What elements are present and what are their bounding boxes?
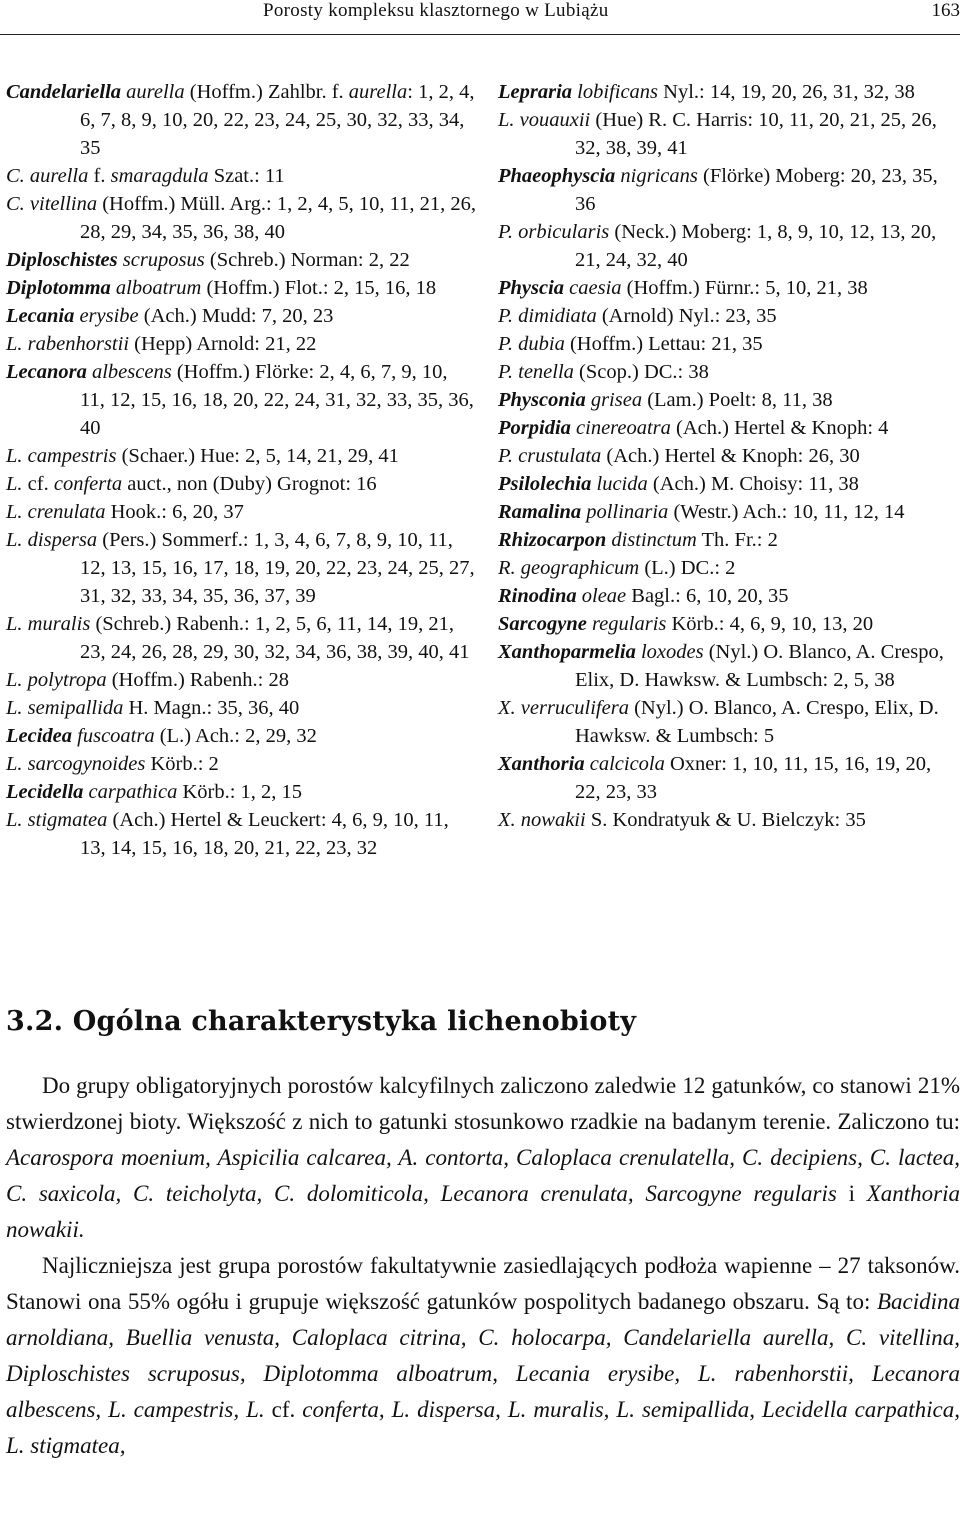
genus-name: Physcia xyxy=(498,277,565,299)
genus-name: Xanthoparmelia xyxy=(498,641,636,663)
species-entry xyxy=(498,274,960,302)
text-run: (Schaer.) Hue: 2, 5, 14, 21, 29, 41 xyxy=(116,445,399,467)
taxon-name: aurella xyxy=(126,81,185,103)
species-entry xyxy=(498,554,960,582)
text-run: cf. xyxy=(22,473,54,495)
taxon-name: albescens xyxy=(91,361,172,383)
genus-name: Lecidea xyxy=(6,725,73,747)
genus-name: Diploschistes xyxy=(6,249,118,271)
text-run: cf. xyxy=(264,1397,303,1422)
species-entry xyxy=(6,470,476,498)
species-entry xyxy=(498,694,960,750)
species-entry xyxy=(6,778,476,806)
taxon-name: L. xyxy=(6,473,23,495)
text-run: (Pers.) Sommerf.: 1, 3, 4, 6, 7, 8, 9, 10, 11, 12, 13, 15, 16, 17, 18, 19, 20, 22, 23, 24, 25, 27, 31, 32, 33, 34, 35, 36, 37, 39 xyxy=(80,529,475,607)
page-number: 163 xyxy=(931,0,960,21)
genus-name: Lepraria xyxy=(498,81,573,103)
taxon-name: conferta xyxy=(53,473,123,495)
genus-name: Diplotomma xyxy=(6,277,111,299)
text-run: (Hepp) Arnold: 21, 22 xyxy=(129,333,317,355)
taxon-name: distinctum xyxy=(611,529,697,551)
taxon-name: alboatrum xyxy=(115,277,202,299)
taxon-name: C. aurella xyxy=(6,165,89,187)
taxon-name: Acarospora moenium, Aspicilia calcarea, A. contorta, Caloplaca crenulatella, C. decipiens, C. lactea, C. saxicola, C. teicholyta, C. dolomiticola, Lecanora crenulata, Sarcogyne regularis xyxy=(6,1145,960,1206)
taxon-name: C. vitellina xyxy=(6,193,98,215)
species-entry xyxy=(498,358,960,386)
taxon-name: X. verruculifera xyxy=(498,697,629,719)
text-run: Körb.: 4, 6, 9, 10, 13, 20 xyxy=(666,613,874,635)
text-run: Körb.: 1, 2, 15 xyxy=(177,781,303,803)
taxon-name: P. dubia xyxy=(498,333,565,355)
taxon-name: nigricans xyxy=(620,165,698,187)
species-entry xyxy=(6,526,476,610)
genus-name: Lecidella xyxy=(6,781,84,803)
taxon-name: L. vouauxii xyxy=(498,109,591,131)
species-entry xyxy=(498,498,960,526)
text-run: (L.) DC.: 2 xyxy=(639,557,736,579)
text-run: (Hoffm.) Rabenh.: 28 xyxy=(106,669,289,691)
taxon-name: smaragdula xyxy=(110,165,209,187)
section-heading: 3.2. Ogólna charakterystyka lichenobioty xyxy=(6,1006,637,1037)
taxon-name: pollinaria xyxy=(586,501,669,523)
genus-name: Rinodina xyxy=(498,585,577,607)
genus-name: Candelariella xyxy=(6,81,122,103)
species-entry xyxy=(498,106,960,162)
species-entry xyxy=(6,610,476,666)
text-run: i xyxy=(836,1181,867,1206)
text-run: Szat.: 11 xyxy=(208,165,285,187)
genus-name: Ramalina xyxy=(498,501,582,523)
species-entry xyxy=(498,386,960,414)
taxon-name: regularis xyxy=(591,613,667,635)
species-entry xyxy=(6,190,476,246)
species-list-left xyxy=(6,78,476,862)
species-entry xyxy=(6,78,476,162)
species-entry xyxy=(6,750,476,778)
text-run: auct., non (Duby) Grognot: 16 xyxy=(122,473,377,495)
text-run: (Ach.) M. Choisy: 11, 38 xyxy=(647,473,859,495)
text-run: Oxner: 1, 10, 11, 15, 16, 19, 20, 22, 23, 33 xyxy=(575,753,932,803)
text-run: S. Kondratyuk & U. Bielczyk: 35 xyxy=(585,809,866,831)
species-entry xyxy=(6,442,476,470)
taxon-name: erysibe xyxy=(79,305,139,327)
genus-name: Lecanora xyxy=(6,361,87,383)
text-run: Th. Fr.: 2 xyxy=(696,529,778,551)
text-run: (Hoffm.) Lettau: 21, 35 xyxy=(564,333,763,355)
taxon-name: L. stigmatea xyxy=(6,809,108,831)
genus-name: Rhizocarpon xyxy=(498,529,607,551)
text-run: (Hoffm.) Flot.: 2, 15, 16, 18 xyxy=(201,277,437,299)
text-run: (Ach.) Hertel & Knoph: 4 xyxy=(670,417,889,439)
taxon-name: lobificans xyxy=(577,81,659,103)
genus-name: Psilolechia xyxy=(498,473,592,495)
taxon-name: P. crustulata xyxy=(498,445,602,467)
taxon-name: carpathica xyxy=(88,781,178,803)
text-run: H. Magn.: 35, 36, 40 xyxy=(123,697,300,719)
species-entry xyxy=(6,274,476,302)
species-entry xyxy=(6,246,476,274)
genus-name: Xanthoria xyxy=(498,753,585,775)
species-entry xyxy=(498,442,960,470)
text-run: (Ach.) Hertel & Knoph: 26, 30 xyxy=(601,445,860,467)
species-entry xyxy=(498,638,960,694)
taxon-name: L. dispersa xyxy=(6,529,98,551)
text-run: (Neck.) Moberg: 1, 8, 9, 10, 12, 13, 20, 21, 24, 32, 40 xyxy=(575,221,937,271)
genus-name: Phaeophyscia xyxy=(498,165,616,187)
text-run: (Arnold) Nyl.: 23, 35 xyxy=(596,305,777,327)
text-run: (Nyl.) O. Blanco, A. Crespo, Elix, D. Hawksw. & Lumbsch: 5 xyxy=(575,697,939,747)
taxon-name: aurella xyxy=(348,81,408,103)
genus-name: Lecania xyxy=(6,305,75,327)
header-rule xyxy=(0,34,960,35)
taxon-name: cinereoatra xyxy=(576,417,671,439)
running-head xyxy=(0,0,960,30)
taxon-name: X. nowakii xyxy=(498,809,586,831)
text-run: Nyl.: 14, 19, 20, 26, 31, 32, 38 xyxy=(658,81,915,103)
text-run: (Hoffm.) Müll. Arg.: 1, 2, 4, 5, 10, 11, 21, 26, 28, 29, 34, 35, 36, 38, 40 xyxy=(80,193,476,243)
text-run: (Schreb.) Rabenh.: 1, 2, 5, 6, 11, 14, 19, 21, 23, 24, 26, 28, 29, 30, 32, 34, 36, 38, 39, 40, 41 xyxy=(80,613,470,663)
genus-name: Physconia xyxy=(498,389,586,411)
taxon-name: L. muralis xyxy=(6,613,91,635)
text-run: Hook.: 6, 20, 37 xyxy=(105,501,244,523)
taxon-name: L. sarcogynoides xyxy=(6,753,146,775)
species-entry xyxy=(498,806,960,834)
body-text xyxy=(6,1068,960,1464)
paragraph xyxy=(6,1248,960,1464)
paragraph xyxy=(6,1068,960,1248)
taxon-name: grisea xyxy=(590,389,643,411)
species-entry xyxy=(498,526,960,554)
species-entry xyxy=(498,610,960,638)
species-entry xyxy=(498,162,960,218)
species-entry xyxy=(6,358,476,442)
taxon-name: oleae xyxy=(581,585,627,607)
taxon-name: P. dimidiata xyxy=(498,305,597,327)
species-entry xyxy=(6,330,476,358)
text-run: Najliczniejsza jest grupa porostów fakultatywnie zasiedlających podłoża wapienne – 27 taksonów. Stanowi ona 55% ogółu i grupuje większość gatunków pospolitych badanego obszaru. Są to: xyxy=(6,1253,960,1314)
taxon-name: R. geographicum xyxy=(498,557,640,579)
text-run: f. xyxy=(88,165,111,187)
species-entry xyxy=(498,414,960,442)
species-entry xyxy=(6,302,476,330)
genus-name: Porpidia xyxy=(498,417,571,439)
species-entry xyxy=(6,694,476,722)
taxon-name: L. rabenhorstii xyxy=(6,333,130,355)
taxon-name: P. tenella xyxy=(498,361,574,383)
species-entry xyxy=(498,78,960,106)
taxon-name: L. semipallida xyxy=(6,697,124,719)
text-run: (Ach.) Mudd: 7, 20, 23 xyxy=(138,305,334,327)
species-list-right xyxy=(498,78,960,834)
species-entry xyxy=(498,582,960,610)
genus-name: Sarcogyne xyxy=(498,613,587,635)
text-run: Do grupy obligatoryjnych porostów kalcyfilnych zaliczono zaledwie 12 gatunków, co stanowi 21% stwierdzonej bioty. Większość z nich to gatunki stosunkowo rzadkie na badanym terenie. Zaliczono tu: xyxy=(6,1073,960,1134)
taxon-name: fuscoatra xyxy=(77,725,155,747)
species-entry xyxy=(498,470,960,498)
species-entry xyxy=(6,498,476,526)
taxon-name: L. campestris xyxy=(6,445,117,467)
text-run: (Hue) R. C. Harris: 10, 11, 20, 21, 25, 26, 32, 38, 39, 41 xyxy=(575,109,937,159)
text-run: Körb.: 2 xyxy=(145,753,219,775)
taxon-name: loxodes xyxy=(640,641,704,663)
running-title: Porosty kompleksu klasztornego w Lubiążu xyxy=(263,0,609,21)
taxon-name: caesia xyxy=(569,277,622,299)
text-run: (Hoffm.) Zahlbr. f. xyxy=(184,81,349,103)
taxon-name: Bacidina arnoldiana, Buellia venusta, Caloplaca citrina, C. holocarpa, Candelariella aurella, C. vitellina, Diploschistes scruposus, Diplotomma alboatrum, Lecania erysibe, L. rabenhorstii, Lecanora albescens, L. campestris, L. xyxy=(6,1289,960,1422)
taxon-name: lucida xyxy=(596,473,648,495)
text-run: (Hoffm.) Flörke: 2, 4, 6, 7, 9, 10, 11, 12, 15, 16, 18, 20, 22, 24, 31, 32, 33, 35, 36, 40 xyxy=(80,361,474,439)
text-run: (Westr.) Ach.: 10, 11, 12, 14 xyxy=(668,501,905,523)
text-run: (Nyl.) O. Blanco, A. Crespo, Elix, D. Hawksw. & Lumbsch: 2, 5, 38 xyxy=(575,641,944,691)
species-entry xyxy=(6,806,476,862)
taxon-name: P. orbicularis xyxy=(498,221,610,243)
taxon-name: L. crenulata xyxy=(6,501,106,523)
species-entry xyxy=(6,666,476,694)
species-entry xyxy=(498,302,960,330)
species-entry xyxy=(498,330,960,358)
text-run: (Hoffm.) Fürnr.: 5, 10, 21, 38 xyxy=(621,277,868,299)
text-run: (Schreb.) Norman: 2, 22 xyxy=(204,249,410,271)
text-run: (L.) Ach.: 2, 29, 32 xyxy=(154,725,317,747)
text-run: Bagl.: 6, 10, 20, 35 xyxy=(626,585,789,607)
taxon-name: L. polytropa xyxy=(6,669,107,691)
taxon-name: Xanthoria nowakii. xyxy=(6,1181,960,1242)
taxon-name: calcicola xyxy=(589,753,665,775)
text-run: (Scop.) DC.: 38 xyxy=(573,361,709,383)
text-run: (Lam.) Poelt: 8, 11, 38 xyxy=(642,389,833,411)
species-entry xyxy=(498,750,960,806)
species-entry xyxy=(498,218,960,274)
text-run: (Ach.) Hertel & Leuckert: 4, 6, 9, 10, 11, 13, 14, 15, 16, 18, 20, 21, 22, 23, 32 xyxy=(80,809,449,859)
taxon-name: conferta, L. dispersa, L. muralis, L. semipallida, Lecidella carpathica, L. stigmatea, xyxy=(6,1397,960,1458)
species-entry xyxy=(6,722,476,750)
text-run: (Flörke) Moberg: 20, 23, 35, 36 xyxy=(575,165,938,215)
species-entry xyxy=(6,162,476,190)
taxon-name: scruposus xyxy=(122,249,205,271)
text-run: : 1, 2, 4, 6, 7, 8, 9, 10, 20, 22, 23, 24, 25, 30, 32, 33, 34, 35 xyxy=(80,81,475,159)
